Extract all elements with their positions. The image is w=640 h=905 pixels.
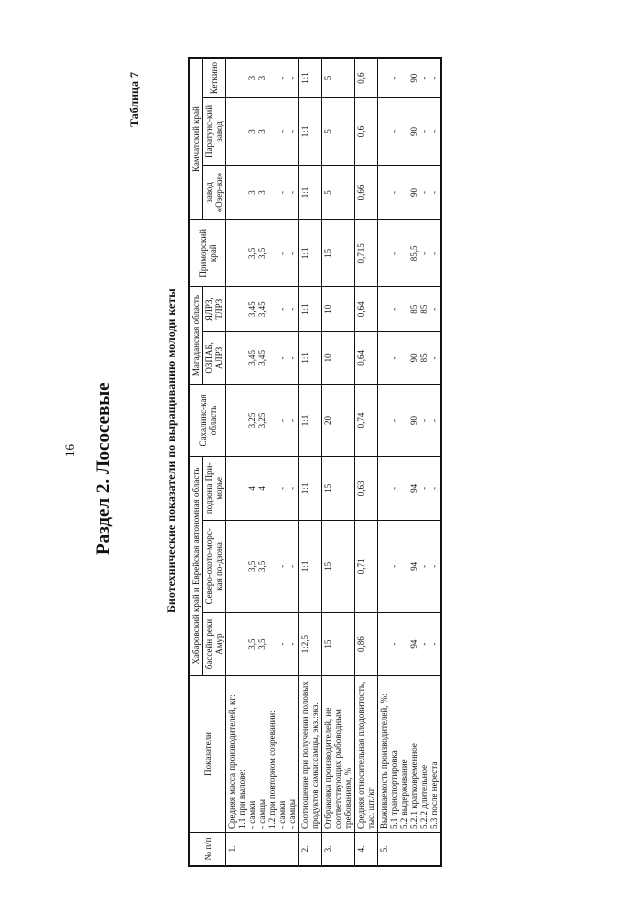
table-caption: Биотехнические показатели по выращиванию молоди кеты bbox=[164, 288, 178, 613]
value-cell bbox=[378, 220, 442, 287]
value-cell bbox=[355, 613, 378, 676]
cell-value bbox=[227, 101, 237, 162]
cell-value: - bbox=[419, 418, 429, 422]
cell-value: 0,64 bbox=[356, 301, 366, 318]
row-number: 1. bbox=[226, 833, 299, 867]
value-cell bbox=[322, 331, 355, 384]
cell-value: - bbox=[277, 76, 287, 80]
value-cell bbox=[226, 457, 299, 520]
cell-value: 3 bbox=[257, 190, 267, 195]
cell-value: 3,5 bbox=[257, 560, 267, 572]
cell-value: 3,5 bbox=[257, 638, 267, 650]
value-cell bbox=[378, 331, 442, 384]
indicator-line: 5.2 выдерживание bbox=[399, 759, 409, 829]
table-row bbox=[378, 58, 442, 866]
cell-value: 0,715 bbox=[356, 243, 366, 264]
value-cell bbox=[299, 457, 322, 520]
cell-value bbox=[379, 524, 389, 610]
cell-value: - bbox=[277, 418, 287, 422]
cell-value: 3,25 bbox=[247, 412, 257, 429]
value-cell bbox=[226, 165, 299, 220]
cell-value: 3,45 bbox=[257, 301, 267, 318]
cell-value: 15 bbox=[323, 483, 333, 493]
cell-value bbox=[237, 335, 247, 381]
table-label: Таблица 7 bbox=[127, 72, 141, 127]
cell-value: - bbox=[389, 76, 399, 80]
cell-value bbox=[399, 101, 409, 162]
cell-value: 0,66 bbox=[356, 184, 366, 201]
value-cell bbox=[226, 287, 299, 332]
cell-value: - bbox=[389, 418, 399, 422]
cell-value bbox=[399, 460, 409, 516]
cell-value: - bbox=[287, 486, 297, 490]
cell-value: - bbox=[287, 76, 297, 80]
cell-value: 15 bbox=[323, 248, 333, 258]
cell-value bbox=[227, 616, 237, 672]
value-cell bbox=[322, 98, 355, 166]
row-indicator bbox=[322, 676, 355, 833]
cell-value: - bbox=[287, 564, 297, 568]
value-cell bbox=[322, 165, 355, 220]
header-group-magadan: Магаданская область bbox=[189, 287, 203, 384]
cell-value: 3 bbox=[247, 75, 257, 81]
cell-value bbox=[399, 616, 409, 672]
header-mag-yalrz: ЯЛРЗ, ТЛРЗ bbox=[203, 287, 226, 332]
value-cell bbox=[355, 287, 378, 332]
cell-value: 5 bbox=[323, 75, 333, 81]
cell-value bbox=[267, 460, 277, 516]
cell-value: - bbox=[277, 307, 287, 311]
cell-value: 90 bbox=[409, 73, 419, 83]
row-indicator bbox=[378, 676, 442, 833]
cell-value: 0,6 bbox=[356, 125, 366, 138]
table-row bbox=[355, 58, 378, 866]
cell-value bbox=[267, 335, 277, 381]
value-cell bbox=[322, 520, 355, 613]
value-cell bbox=[226, 520, 299, 613]
cell-value bbox=[379, 169, 389, 217]
cell-value bbox=[399, 223, 409, 283]
header-indicator: Показатели bbox=[189, 676, 226, 833]
value-cell bbox=[299, 384, 322, 456]
table-header-row bbox=[189, 58, 203, 866]
cell-value: 90 bbox=[409, 126, 419, 136]
cell-value bbox=[227, 62, 237, 94]
cell-value: - bbox=[287, 642, 297, 646]
table-body bbox=[226, 58, 442, 866]
value-cell bbox=[322, 220, 355, 287]
value-cell bbox=[355, 520, 378, 613]
cell-value: - bbox=[389, 486, 399, 490]
value-cell bbox=[355, 384, 378, 456]
row-indicator bbox=[226, 676, 299, 833]
value-cell bbox=[322, 287, 355, 332]
value-cell bbox=[299, 220, 322, 287]
cell-value bbox=[379, 388, 389, 453]
cell-value bbox=[227, 460, 237, 516]
indicator-line: Отбраковка производителей, не соответствующих рыбоводным требованиям, % bbox=[323, 707, 353, 829]
cell-value: 0,64 bbox=[356, 349, 366, 366]
cell-value: - bbox=[287, 190, 297, 194]
value-cell bbox=[355, 58, 378, 98]
header-kam-ozerki: завод «Озер-ки» bbox=[203, 165, 226, 220]
cell-value: - bbox=[277, 642, 287, 646]
cell-value bbox=[399, 388, 409, 453]
cell-value: - bbox=[389, 251, 399, 255]
cell-value: 3 bbox=[257, 75, 267, 81]
value-cell bbox=[226, 220, 299, 287]
cell-value: - bbox=[389, 190, 399, 194]
value-cell bbox=[299, 98, 322, 166]
header-kam-ketkino: Кеткино bbox=[203, 58, 226, 98]
indicator-line: 5.1 транспортировка bbox=[389, 750, 399, 829]
header-mag-ozap: ОЗПАБ, АЛРЗ bbox=[203, 331, 226, 384]
row-indicator bbox=[299, 676, 322, 833]
cell-value: - bbox=[419, 190, 429, 194]
cell-value bbox=[379, 460, 389, 516]
cell-value: - bbox=[389, 642, 399, 646]
value-cell bbox=[355, 457, 378, 520]
cell-value: - bbox=[419, 564, 429, 568]
cell-value: - bbox=[429, 251, 439, 255]
value-cell bbox=[355, 331, 378, 384]
cell-value: 85 bbox=[419, 304, 429, 314]
header-khab-amur: бассейн реки Амур bbox=[203, 613, 226, 676]
cell-value: - bbox=[287, 356, 297, 360]
indicator-line: Средняя относительная плодовитость, тыс. шт./кг bbox=[356, 681, 376, 829]
cell-value bbox=[237, 101, 247, 162]
cell-value: 3,5 bbox=[247, 560, 257, 572]
cell-value: 1:1 bbox=[300, 560, 310, 573]
value-cell bbox=[299, 287, 322, 332]
cell-value bbox=[237, 223, 247, 283]
value-cell bbox=[378, 287, 442, 332]
cell-value bbox=[399, 290, 409, 328]
row-indicator bbox=[355, 676, 378, 833]
cell-value: - bbox=[429, 564, 439, 568]
cell-value: - bbox=[389, 564, 399, 568]
indicator-line: 1.2 при повторном созревании: bbox=[267, 710, 277, 829]
cell-value: - bbox=[419, 129, 429, 133]
value-cell bbox=[299, 58, 322, 98]
cell-value: 3,25 bbox=[257, 412, 267, 429]
value-cell bbox=[299, 613, 322, 676]
value-cell bbox=[378, 98, 442, 166]
value-cell bbox=[299, 520, 322, 613]
cell-value: 1:1 bbox=[300, 482, 310, 495]
cell-value: - bbox=[287, 307, 297, 311]
cell-value: 94 bbox=[409, 639, 419, 649]
value-cell bbox=[299, 331, 322, 384]
header-sakhalin: Сахалинс-кая область bbox=[189, 384, 226, 456]
cell-value: - bbox=[429, 486, 439, 490]
cell-value bbox=[399, 62, 409, 94]
indicator-line: 1.1 при вылове: bbox=[237, 769, 247, 829]
cell-value bbox=[379, 223, 389, 283]
cell-value: 94 bbox=[409, 483, 419, 493]
value-cell bbox=[322, 613, 355, 676]
row-number: 3. bbox=[322, 833, 355, 867]
indicator-line: Средняя масса производителей, кг: bbox=[227, 694, 237, 829]
cell-value: - bbox=[429, 76, 439, 80]
cell-value: - bbox=[429, 190, 439, 194]
indicator-line: - самки bbox=[277, 800, 287, 829]
cell-value: 4 bbox=[257, 486, 267, 491]
header-group-kamchatka: Камчатский край bbox=[189, 58, 203, 220]
cell-value: 1:1 bbox=[300, 303, 310, 315]
cell-value: 94 bbox=[409, 561, 419, 571]
cell-value: 85 bbox=[409, 304, 419, 314]
cell-value: 90 bbox=[409, 415, 419, 425]
value-cell bbox=[226, 98, 299, 166]
indicator-line: 5.2.2 длительное bbox=[419, 764, 429, 829]
bio-table bbox=[188, 57, 442, 867]
cell-value: 15 bbox=[323, 639, 333, 649]
cell-value bbox=[237, 62, 247, 94]
section-title: Раздел 2. Лососевые bbox=[93, 382, 114, 555]
cell-value: - bbox=[389, 356, 399, 360]
cell-value: 0,71 bbox=[356, 558, 366, 575]
cell-value: 3,5 bbox=[247, 638, 257, 650]
cell-value bbox=[237, 169, 247, 217]
cell-value: - bbox=[429, 418, 439, 422]
value-cell bbox=[299, 165, 322, 220]
cell-value bbox=[399, 169, 409, 217]
cell-value: - bbox=[429, 129, 439, 133]
cell-value: 3,45 bbox=[247, 349, 257, 366]
value-cell bbox=[226, 58, 299, 98]
header-kam-paratunsky: Паратунс-кий завод bbox=[203, 98, 226, 166]
cell-value bbox=[237, 290, 247, 328]
cell-value bbox=[237, 524, 247, 610]
cell-value: - bbox=[419, 642, 429, 646]
header-primorsky: Приморский край bbox=[189, 220, 226, 287]
header-khab-sub: подзона При-морье bbox=[203, 457, 226, 520]
cell-value bbox=[379, 335, 389, 381]
cell-value: 85,5 bbox=[409, 245, 419, 262]
cell-value: - bbox=[277, 251, 287, 255]
cell-value: 15 bbox=[323, 561, 333, 571]
value-cell bbox=[355, 165, 378, 220]
cell-value: 5 bbox=[323, 129, 333, 134]
value-cell bbox=[322, 384, 355, 456]
cell-value bbox=[237, 460, 247, 516]
cell-value bbox=[227, 335, 237, 381]
value-cell bbox=[378, 520, 442, 613]
table-row bbox=[299, 58, 322, 866]
indicator-line: 5.2.1 кратковременное bbox=[409, 743, 419, 829]
cell-value: - bbox=[429, 307, 439, 311]
cell-value: 1:1 bbox=[300, 72, 310, 84]
cell-value bbox=[267, 101, 277, 162]
cell-value bbox=[227, 290, 237, 328]
indicator-line: - самцы bbox=[257, 799, 267, 829]
cell-value: - bbox=[429, 356, 439, 360]
table-row bbox=[226, 58, 299, 866]
indicator-line: Соотношение при получении половых продуктов самки:самцы, экз.:экз. bbox=[300, 681, 320, 829]
cell-value bbox=[399, 335, 409, 381]
cell-value bbox=[379, 101, 389, 162]
cell-value bbox=[399, 524, 409, 610]
value-cell bbox=[378, 613, 442, 676]
cell-value: 1:2,5 bbox=[300, 634, 310, 654]
row-number: 2. bbox=[299, 833, 322, 867]
row-number: 5. bbox=[378, 833, 442, 867]
cell-value: 20 bbox=[323, 415, 333, 425]
value-cell bbox=[322, 58, 355, 98]
cell-value: - bbox=[419, 486, 429, 490]
cell-value: - bbox=[287, 129, 297, 133]
table-row bbox=[322, 58, 355, 866]
cell-value: - bbox=[419, 251, 429, 255]
cell-value: 1:1 bbox=[300, 414, 310, 427]
cell-value: 1:1 bbox=[300, 352, 310, 364]
cell-value: - bbox=[277, 564, 287, 568]
value-cell bbox=[226, 613, 299, 676]
cell-value: 3,45 bbox=[257, 349, 267, 366]
cell-value bbox=[237, 388, 247, 453]
cell-value: - bbox=[277, 486, 287, 490]
cell-value: 0,6 bbox=[356, 72, 366, 84]
cell-value: 3,5 bbox=[247, 247, 257, 259]
value-cell bbox=[378, 58, 442, 98]
cell-value bbox=[267, 290, 277, 328]
cell-value: 0,63 bbox=[356, 480, 366, 497]
cell-value bbox=[267, 388, 277, 453]
cell-value bbox=[267, 223, 277, 283]
value-cell bbox=[226, 384, 299, 456]
value-cell bbox=[378, 384, 442, 456]
cell-value bbox=[379, 290, 389, 328]
cell-value: - bbox=[389, 129, 399, 133]
cell-value bbox=[237, 616, 247, 672]
value-cell bbox=[378, 457, 442, 520]
cell-value: - bbox=[287, 418, 297, 422]
cell-value: 90 bbox=[409, 187, 419, 197]
cell-value: 4 bbox=[247, 486, 257, 491]
cell-value: 3,45 bbox=[247, 301, 257, 318]
value-cell bbox=[378, 165, 442, 220]
cell-value bbox=[267, 62, 277, 94]
page-number: 16 bbox=[62, 444, 77, 457]
row-number: 4. bbox=[355, 833, 378, 867]
value-cell bbox=[355, 220, 378, 287]
cell-value: 1:1 bbox=[300, 186, 310, 199]
cell-value: - bbox=[389, 307, 399, 311]
cell-value bbox=[267, 169, 277, 217]
cell-value: 3 bbox=[257, 129, 267, 134]
cell-value bbox=[227, 388, 237, 453]
cell-value bbox=[227, 223, 237, 283]
indicator-line: - самцы bbox=[287, 799, 297, 829]
cell-value bbox=[227, 524, 237, 610]
indicator-line: - самки bbox=[247, 800, 257, 829]
header-num: № п/п bbox=[189, 833, 226, 867]
cell-value: 1:1 bbox=[300, 247, 310, 260]
cell-value: 3 bbox=[247, 129, 257, 134]
cell-value: 0,74 bbox=[356, 412, 366, 429]
cell-value: 85 bbox=[419, 353, 429, 363]
indicator-line: Выживаемость производителей, %: bbox=[379, 693, 389, 829]
cell-value: 0,86 bbox=[356, 636, 366, 652]
cell-value: - bbox=[277, 190, 287, 194]
value-cell bbox=[355, 98, 378, 166]
cell-value: - bbox=[287, 251, 297, 255]
indicator-line: 5.3 после нереста bbox=[429, 761, 439, 829]
cell-value bbox=[267, 524, 277, 610]
cell-value bbox=[379, 616, 389, 672]
cell-value: 5 bbox=[323, 190, 333, 195]
cell-value bbox=[227, 169, 237, 217]
cell-value: - bbox=[419, 76, 429, 80]
cell-value: 90 bbox=[409, 353, 419, 363]
header-group-khabarovsk: Хабаровский край и Еврейская автономная область bbox=[189, 457, 203, 676]
cell-value: 3,5 bbox=[257, 247, 267, 259]
cell-value bbox=[267, 616, 277, 672]
value-cell bbox=[322, 457, 355, 520]
cell-value: - bbox=[277, 356, 287, 360]
header-khab-north: Северо-охото-морс-кая по-дзона bbox=[203, 520, 226, 613]
cell-value bbox=[379, 62, 389, 94]
value-cell bbox=[226, 331, 299, 384]
cell-value: 3 bbox=[247, 190, 257, 195]
cell-value: - bbox=[277, 129, 287, 133]
cell-value: - bbox=[429, 642, 439, 646]
cell-value: 10 bbox=[323, 353, 333, 363]
cell-value: 10 bbox=[323, 304, 333, 314]
cell-value: 1:1 bbox=[300, 125, 310, 138]
